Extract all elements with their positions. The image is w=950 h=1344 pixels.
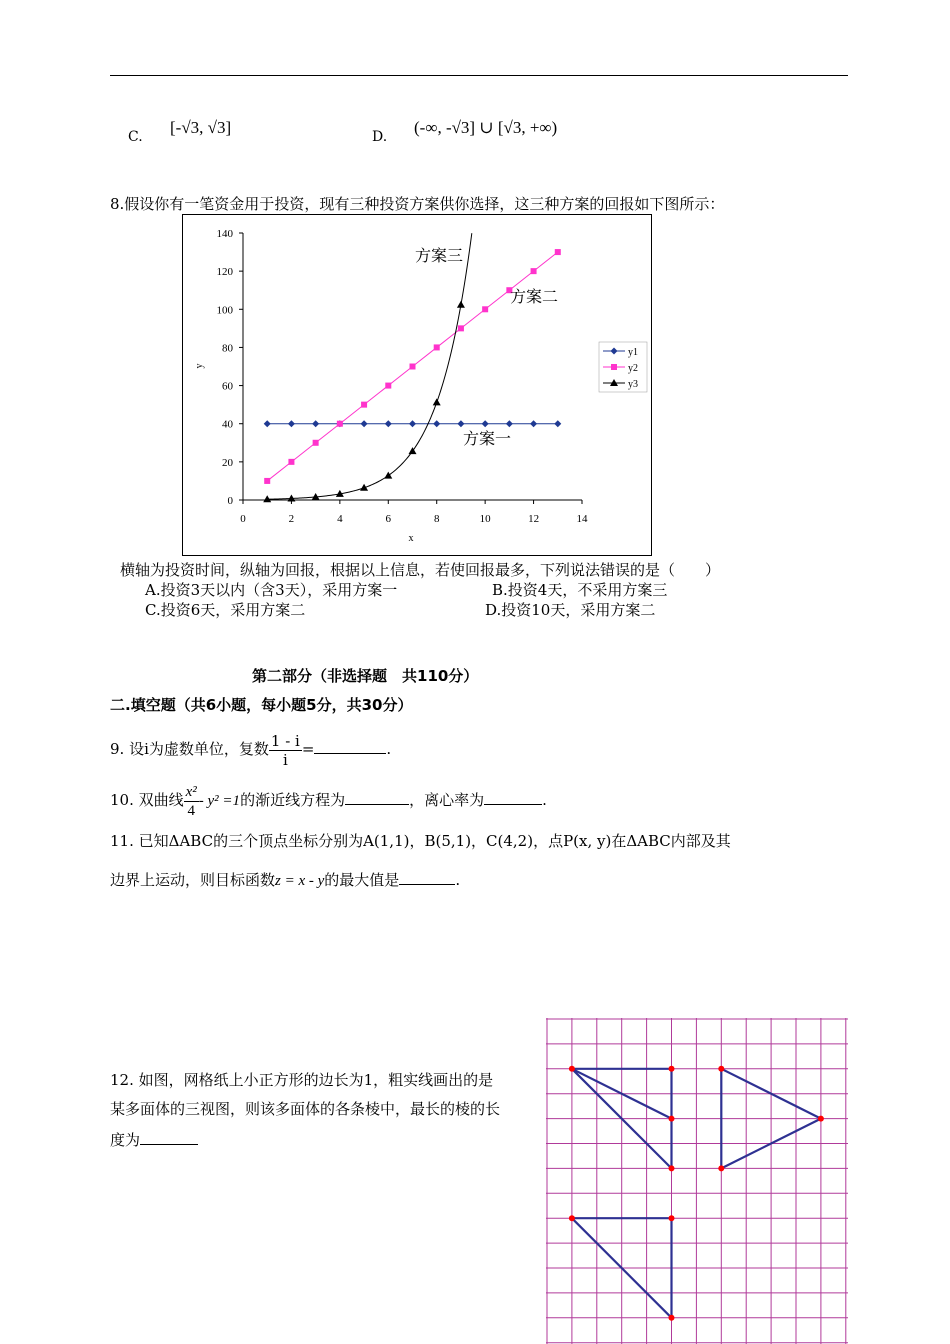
- data-point-y2: [531, 268, 537, 274]
- data-point-y2: [337, 421, 343, 427]
- y-tick-label: 100: [216, 304, 233, 317]
- data-point-y2: [313, 440, 319, 446]
- y-tick-label: 60: [222, 380, 233, 393]
- data-point-y2: [288, 459, 294, 465]
- data-point-y2: [434, 344, 440, 350]
- data-point-y2: [555, 249, 561, 255]
- q7-option-c-expr: [-√3, √3]: [170, 118, 232, 137]
- q7-option-d-expr: (-∞, -√3] ∪ [√3, +∞): [414, 118, 558, 137]
- data-point-y2: [482, 306, 488, 312]
- header-rule: [110, 75, 848, 76]
- q10-blank-asymptote: [345, 788, 409, 805]
- y-tick-label: 0: [227, 495, 233, 507]
- x-tick-label: 6: [385, 513, 392, 525]
- q8-followup: 横轴为投资时间，纵轴为回报，根据以上信息，若使回报最多，下列说法错误的是（ ）: [120, 561, 721, 579]
- question-11-line2: 边界上运动，则目标函数z = x - y的最大值是 .: [110, 868, 460, 891]
- y-axis-label: y: [194, 363, 205, 369]
- question-12-line3: 度为: [110, 1128, 198, 1150]
- data-point-y2: [361, 402, 367, 408]
- q8-option-c: C.投资6天，采用方案二: [145, 601, 306, 619]
- y-tick-label: 40: [222, 418, 233, 431]
- legend-label-y2: y2: [628, 363, 638, 374]
- y-tick-label: 80: [222, 342, 233, 355]
- x-tick-label: 8: [433, 513, 440, 525]
- x-tick-label: 12: [528, 513, 540, 525]
- q7-option-c-label: C.: [128, 129, 143, 145]
- part2-heading: 第二部分（非选择题 共110分）: [252, 667, 479, 685]
- section-fill-in-heading: 二.填空题（共6小题，每小题5分，共30分）: [110, 696, 413, 714]
- annotation-plan2: 方案二: [510, 289, 559, 306]
- q8-option-d: D.投资10天，采用方案二: [485, 601, 656, 619]
- front-view-vertex: [669, 1165, 675, 1171]
- data-point-y2: [410, 364, 416, 370]
- top-view-vertex: [669, 1215, 675, 1221]
- data-point-y2: [458, 325, 464, 331]
- q9-answer-blank: [314, 737, 386, 754]
- x-axis-label: x: [408, 533, 414, 544]
- x-tick-label: 14: [576, 513, 588, 525]
- question-12-line2: 某多面体的三视图，则该多面体的各条棱中，最长的棱的长: [110, 1100, 501, 1118]
- side-view-vertex: [718, 1066, 724, 1072]
- top-view-vertex: [569, 1215, 575, 1221]
- side-view-vertex: [818, 1116, 824, 1122]
- q7-option-d-label: D.: [372, 129, 388, 145]
- x-tick-label: 10: [479, 513, 491, 525]
- annotation-plan1: 方案一: [463, 431, 512, 448]
- q8-option-b: B.投资4天，不采用方案三: [492, 581, 668, 599]
- y-tick-label: 20: [222, 456, 233, 469]
- annotation-plan3: 方案三: [415, 248, 464, 265]
- y-tick-label: 140: [216, 228, 233, 240]
- x-tick-label: 4: [337, 513, 343, 525]
- chart-legend: [599, 342, 647, 392]
- three-view-grid-figure: [546, 1018, 848, 1344]
- legend-marker-y2: [611, 364, 617, 370]
- q11-answer-blank: [399, 868, 455, 885]
- y-tick-label: 120: [216, 266, 233, 279]
- q12-answer-blank: [140, 1128, 198, 1145]
- data-point-y2: [264, 478, 270, 484]
- x-tick-label: 0: [240, 513, 246, 525]
- q8-chart: [182, 214, 652, 556]
- front-view-vertex: [569, 1066, 575, 1072]
- top-view-vertex: [669, 1315, 675, 1321]
- side-view-vertex: [718, 1165, 724, 1171]
- front-view-vertex: [669, 1066, 675, 1072]
- q8-option-a: A.投资3天以内（含3天），采用方案一: [145, 581, 398, 599]
- question-12-line1: 12. 如图，网格纸上小正方形的边长为1，粗实线画出的是: [110, 1071, 494, 1089]
- question-11-line1: 11. 已知ΔABC的三个顶点坐标分别为A(1,1)，B(5,1)，C(4,2)，点P(x, y)在ΔABC内部及其: [110, 832, 731, 850]
- q10-blank-eccentricity: [484, 788, 542, 805]
- question-9: 9. 设i为虚数单位，复数 $\frac{1 - i}{i}$ = .: [110, 731, 392, 769]
- q8-stem: 8.假设你有一笔资金用于投资，现有三种投资方案供你选择，这三种方案的回报如下图所示：: [110, 195, 725, 213]
- grid-lines: [546, 1018, 848, 1344]
- front-view-vertex: [669, 1116, 675, 1122]
- legend-label-y1: y1: [628, 347, 638, 358]
- legend-label-y3: y3: [628, 379, 638, 390]
- question-10: 10. 双曲线 $\frac{\text{x²}}{4}$ - y² =1的渐近线方程为 ，离心率为 .: [110, 783, 547, 819]
- data-point-y2: [385, 383, 391, 389]
- x-tick-label: 2: [288, 513, 295, 525]
